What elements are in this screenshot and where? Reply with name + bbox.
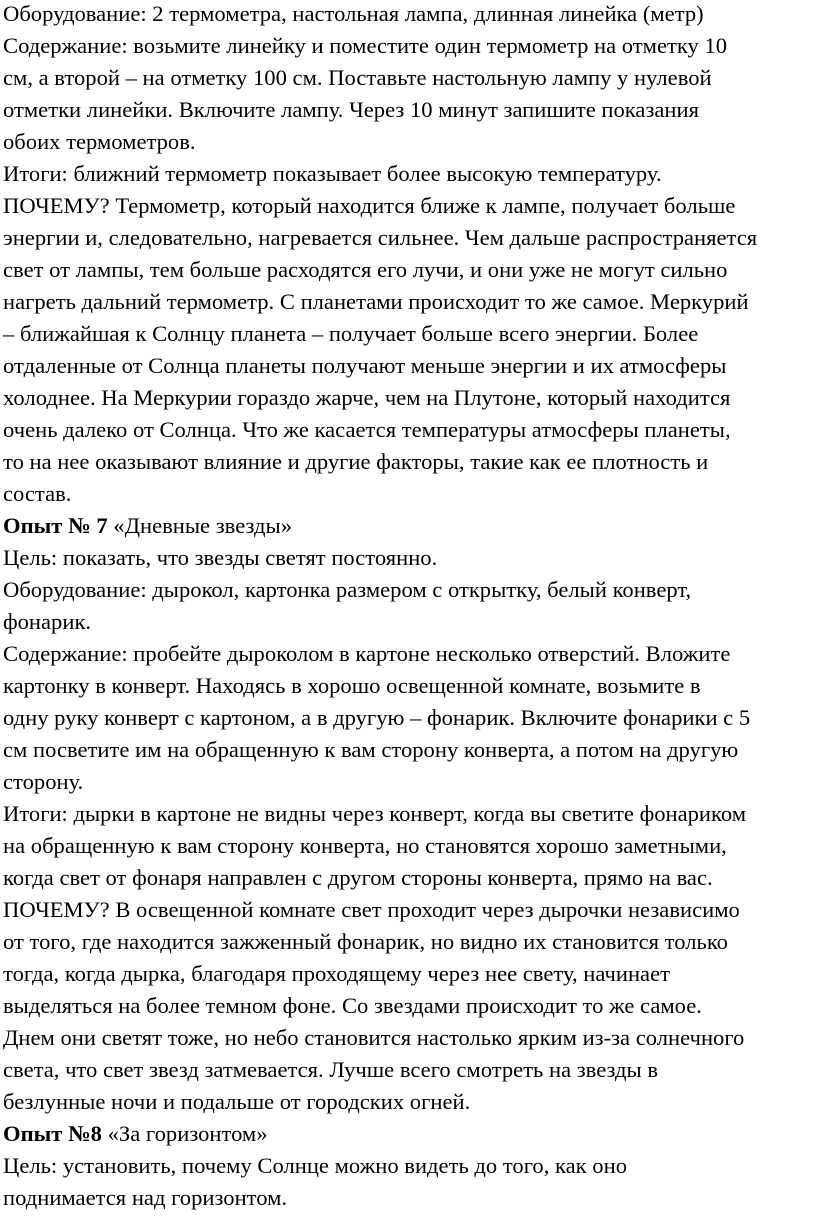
text-line: света, что свет звезд затмевается. Лучше всего смотреть на звезды в	[3, 1057, 659, 1082]
text-line: ПОЧЕМУ? Термометр, который находится ближе к лампе, получает больше	[3, 193, 736, 218]
text-line: свет от лампы, тем больше расходятся его лучи, и они уже не могут сильно	[3, 257, 728, 282]
text-line: холоднее. На Меркурии гораздо жарче, чем на Плутоне, который находится	[3, 385, 731, 410]
text-line: поднимается над горизонтом.	[3, 1185, 288, 1210]
experiment-8-title: «За горизонтом»	[101, 1121, 268, 1146]
text-line: от того, где находится зажженный фонарик, но видно их становится только	[3, 929, 728, 954]
text-line: отдаленные от Солнца планеты получают меньше энергии и их атмосферы	[3, 353, 727, 378]
text-line: – ближайшая к Солнцу планета – получает больше всего энергии. Более	[3, 321, 699, 346]
text-line: Содержание: пробейте дыроколом в картоне несколько отверстий. Вложите	[3, 641, 731, 666]
text-line: Днем они светят тоже, но небо становится настолько ярким из-за солнечного	[3, 1025, 745, 1050]
text-line: Оборудование: дырокол, картонка размером с открытку, белый конверт,	[3, 577, 692, 602]
text-line: обоих термометров.	[3, 129, 196, 154]
text-line: Содержание: возьмите линейку и поместите один термометр на отметку 10	[3, 33, 728, 58]
text-line: Оборудование: 2 термометра, настольная лампа, длинная линейка (метр)	[3, 1, 704, 26]
experiment-8-heading: Опыт №8	[3, 1121, 102, 1146]
text-line: то на нее оказывают влияние и другие факторы, такие как ее плотность и	[3, 449, 709, 474]
text-line: Итоги: ближний термометр показывает более высокую температуру.	[3, 161, 662, 186]
experiment-8-heading-line	[3, 1118, 814, 1150]
text-line: см, а второй – на отметку 100 см. Поставьте настольную лампу у нулевой	[3, 65, 712, 90]
text-line: состав.	[3, 481, 72, 506]
text-line: см посветите им на обращенную к вам сторону конверта, а потом на другую	[3, 737, 739, 762]
text-line: энергии и, следовательно, нагревается сильнее. Чем дальше распространяется	[3, 225, 758, 250]
text-line: нагреть дальний термометр. С планетами происходит то же самое. Меркурий	[3, 289, 749, 314]
text-line: когда свет от фонаря направлен с другом стороны конверта, прямо на вас.	[3, 865, 713, 890]
experiment-7-title: «Дневные звезды»	[107, 513, 292, 538]
text-line: тогда, когда дырка, благодаря проходящему через нее свету, начинает	[3, 961, 670, 986]
text-line: Цель: установить, почему Солнце можно видеть до того, как оно	[3, 1153, 627, 1178]
text-line: выделяться на более темном фоне. Со звездами происходит то же самое.	[3, 993, 702, 1018]
text-line: Итоги: дырки в картоне не видны через конверт, когда вы светите фонариком	[3, 801, 747, 826]
text-line: фонарик.	[3, 609, 92, 634]
text-line: отметки линейки. Включите лампу. Через 10 минут запишите показания	[3, 97, 699, 122]
text-line: Цель: показать, что звезды светят постоянно.	[3, 545, 438, 570]
text-line: ПОЧЕМУ? В освещенной комнате свет проходит через дырочки независимо	[3, 897, 740, 922]
experiment-7-heading: Опыт № 7	[3, 513, 108, 538]
text-line: одну руку конверт с картоном, а в другую – фонарик. Включите фонарики с 5	[3, 705, 751, 730]
text-line: безлунные ночи и подальше от городских огней.	[3, 1089, 471, 1114]
text-line: на обращенную к вам сторону конверта, но становятся хорошо заметными,	[3, 833, 727, 858]
experiment-7-heading-line	[3, 510, 814, 542]
text-line: очень далеко от Солнца. Что же касается температуры атмосферы планеты,	[3, 417, 731, 442]
text-line: картонку в конверт. Находясь в хорошо освещенной комнате, возьмите в	[3, 673, 701, 698]
text-line: сторону.	[3, 769, 84, 794]
